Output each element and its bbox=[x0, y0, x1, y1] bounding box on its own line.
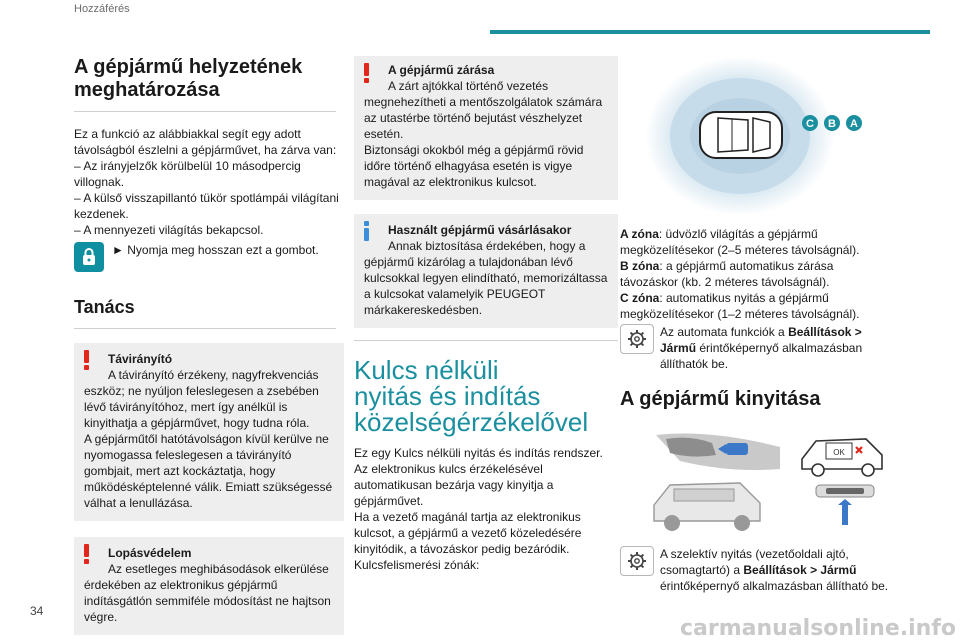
section-heading-keyless: Kulcs nélküli nyitás és indítás közelségérzékelővel bbox=[354, 355, 589, 437]
section-title-locate: A gépjármű helyzetének meghatározása bbox=[74, 56, 303, 101]
note-lock bbox=[354, 56, 618, 200]
car-side-illustration bbox=[802, 439, 882, 476]
divider bbox=[74, 328, 336, 329]
column-3 bbox=[620, 56, 890, 594]
zone-diagram bbox=[620, 56, 890, 226]
lock-icon bbox=[80, 247, 98, 267]
note-theft bbox=[74, 537, 344, 635]
watermark: carmanualsonline.info bbox=[680, 616, 956, 640]
zone-b-desc: B zóna: a gépjármű automatikus zárása távozáskor (kb. 2 méteres távolságnál). bbox=[620, 259, 834, 289]
column-1 bbox=[74, 56, 344, 640]
note-remote-title: Távirányító bbox=[108, 352, 173, 366]
zone-badge-a: A bbox=[850, 118, 858, 130]
locate-body: Ez a funkció az alábbiakkal segít egy adott távolságból észlelni a gépjárművet, ha zárva van: – Az irányjelzők körülbelül 10 másodpercig villognak. – A külső visszapillantó tükör spotlámpái világítani kezdenek. – A mennyezeti világítás bekapcsol. bbox=[74, 127, 339, 237]
header-section-title: Hozzáférés bbox=[74, 3, 130, 15]
zone-c-desc: C zóna: automatikus nyitás a gépjármű megközelítésekor (1–2 méteres távolságnál). bbox=[620, 291, 860, 321]
unlock-illustrations bbox=[620, 425, 890, 535]
gear-icon bbox=[627, 329, 647, 349]
note-lock-title: A gépjármű zárása bbox=[388, 63, 495, 77]
divider bbox=[74, 111, 336, 112]
settings-note-selective: A szelektív nyitás (vezetőoldali ajtó, csomagtartó) a Beállítások > Jármű érintőképernyő alkalmazásban állítható be. bbox=[620, 546, 890, 594]
note-used bbox=[354, 214, 618, 328]
action-text: Nyomja meg hosszan ezt a gombot. bbox=[127, 243, 319, 257]
header-accent-bar bbox=[490, 30, 930, 34]
zone-badges bbox=[802, 115, 862, 131]
tailgate-handle-illustration bbox=[816, 485, 874, 525]
hand-door-handle-illustration bbox=[656, 434, 780, 471]
settings-icon-box bbox=[620, 324, 654, 354]
column-2 bbox=[354, 56, 618, 573]
car-zones-illustration bbox=[620, 56, 890, 226]
section-title-unlock: A gépjármű kinyitása bbox=[620, 388, 821, 410]
note-used-body: Annak biztosítása érdekében, hogy a gépjármű kizárólag a tulajdonában lévő kulcsokkal legyen elindítható, memorizáltassa a kulcsokat valamelyik PEUGEOT márkakereskedésben. bbox=[364, 239, 608, 317]
settings-note-auto: Az automata funkciók a Beállítások > Jármű érintőképernyő alkalmazásban állíthatók be. bbox=[620, 324, 890, 372]
keyless-body: Ez egy Kulcs nélküli nyitás és indítás rendszer. Az elektronikus kulcs érzékelésével automatikusan bezárja vagy kinyitja a gépjárművet. Ha a vezető magánál tartja az elektronikus kulcsot, a gépjármű a vezető közeledésére kinyitódik, a távozáskor pedig bezáródik. Kulcsfelismerési zónák: bbox=[354, 446, 603, 572]
settings-icon-box bbox=[620, 546, 654, 576]
section-title-tanacs: Tanács bbox=[74, 297, 135, 317]
note-theft-body: Az esetleges meghibásodások elkerülése érdekében az elektronikus gépjármű indításgátlón semmiféle módosítást ne hajtson végre. bbox=[84, 562, 331, 624]
warning-icon bbox=[80, 543, 94, 565]
car-top-view bbox=[700, 112, 782, 158]
note-remote bbox=[74, 343, 344, 521]
info-icon bbox=[360, 220, 374, 242]
locate-action bbox=[74, 242, 344, 274]
note-lock-body: A zárt ajtókkal történő vezetés megnehezítheti a mentőszolgálatok számára az utastérbe történő bejutást vészhelyzet esetén. Biztonsági okokból még a gépjármű rövid időre történő elhagyása esetén is vigye magával az elektronikus kulcsot. bbox=[364, 79, 603, 189]
car-rear-illustration bbox=[654, 483, 760, 531]
lock-button[interactable] bbox=[74, 242, 104, 272]
page-number: 34 bbox=[30, 604, 44, 618]
warning-icon bbox=[80, 349, 94, 371]
note-remote-body: A távirányító érzékeny, nagyfrekvenciás eszköz; ne nyúljon feleslegesen a zsebében lévő távirányítóhoz, mert így anélkül is kinyithatja a gépjárművet, hogy tudna róla. A gépjárműtől hatótávolságon kívül kerülve ne nyomogassa feleslegesen a távirányító gombjait, mert azt kockáztatja, hogy működésképtelenné válik. Emiatt szükségessé válhat a lenullázása. bbox=[84, 368, 333, 510]
ok-label: OK bbox=[833, 448, 845, 457]
note-theft-title: Lopásvédelem bbox=[108, 546, 192, 560]
zone-badge-c: C bbox=[806, 118, 814, 130]
divider bbox=[354, 340, 618, 341]
note-used-title: Használt gépjármű vásárlásakor bbox=[388, 223, 572, 237]
zone-badge-b: B bbox=[828, 118, 836, 130]
zone-a-desc: A zóna: üdvözlő világítás a gépjármű megközelítésekor (2–5 méteres távolságnál). bbox=[620, 227, 860, 257]
action-arrow: ► bbox=[112, 243, 124, 257]
gear-icon bbox=[627, 551, 647, 571]
zone-descriptions bbox=[620, 226, 890, 322]
warning-icon bbox=[360, 62, 374, 84]
